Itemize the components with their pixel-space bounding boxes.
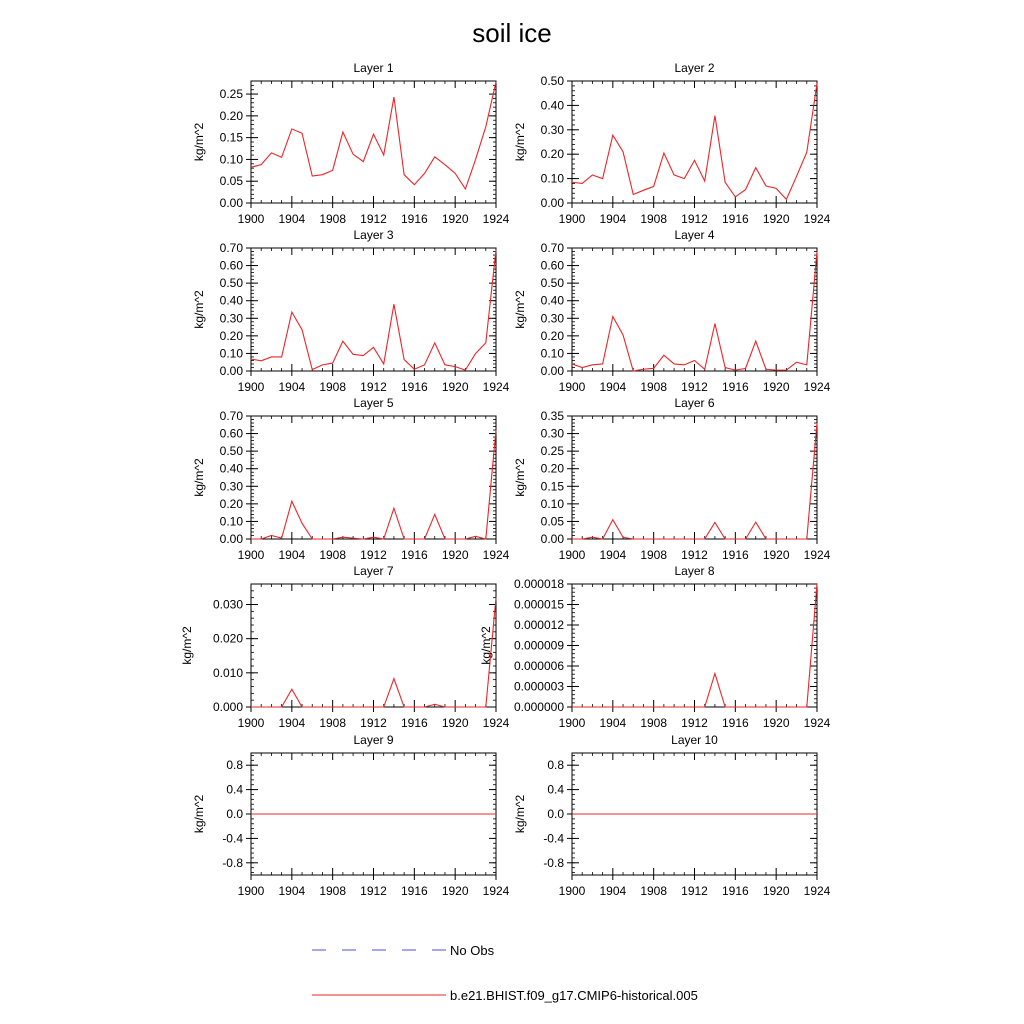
y-tick-label: 0.15 [219, 130, 243, 145]
x-tick-label: 1916 [721, 212, 749, 226]
y-tick-label: 0.10 [540, 171, 564, 186]
x-tick-label: 1900 [237, 548, 265, 562]
y-tick-label: 0.8 [226, 758, 243, 773]
panel-title: Layer 10 [671, 733, 718, 747]
y-tick-label: 0.0 [547, 807, 564, 821]
y-tick-label: 0.000003 [513, 679, 564, 694]
x-tick-label: 1908 [640, 548, 668, 562]
y-tick-label: 0.60 [219, 258, 243, 273]
x-tick-label: 1904 [599, 212, 627, 226]
y-tick-label: 0.000006 [513, 659, 564, 673]
figure-title: soil ice [472, 18, 552, 48]
x-tick-label: 1924 [803, 716, 831, 730]
y-tick-label: -0.8 [222, 855, 243, 870]
panel-title: Layer 5 [353, 396, 394, 410]
x-tick-label: 1912 [681, 548, 708, 562]
x-tick-label: 1924 [482, 212, 510, 226]
y-tick-label: 0.20 [540, 328, 564, 343]
x-tick-label: 1900 [558, 212, 586, 226]
x-tick-label: 1920 [762, 548, 790, 562]
x-tick-label: 1912 [360, 884, 387, 898]
legend-obs-label: No Obs [450, 943, 495, 958]
y-tick-label: 0.20 [219, 328, 243, 343]
x-tick-label: 1900 [558, 548, 586, 562]
x-tick-label: 1912 [681, 380, 708, 394]
y-tick-label: 0.60 [219, 426, 243, 441]
y-tick-label: 0.000018 [513, 577, 564, 591]
y-tick-label: 0.25 [219, 87, 243, 102]
y-tick-label: 0.000012 [513, 618, 564, 632]
y-tick-label: 0.8 [547, 758, 564, 773]
y-tick-label: 0.000015 [513, 597, 564, 612]
x-tick-label: 1924 [803, 380, 831, 394]
x-tick-label: 1916 [400, 548, 428, 562]
x-tick-label: 1908 [319, 716, 347, 730]
x-tick-label: 1908 [319, 212, 347, 226]
y-tick-label: 0.000009 [513, 638, 564, 653]
x-tick-label: 1900 [558, 380, 586, 394]
x-tick-label: 1908 [640, 380, 668, 394]
y-tick-label: 0.10 [219, 514, 243, 529]
y-axis-label: kg/m^2 [192, 458, 206, 497]
y-tick-label: 0.000 [212, 700, 243, 714]
x-tick-label: 1916 [721, 884, 749, 898]
x-tick-label: 1908 [319, 884, 347, 898]
y-tick-label: -0.4 [543, 831, 564, 846]
y-tick-label: 0.30 [540, 311, 564, 326]
x-tick-label: 1904 [278, 716, 306, 730]
y-tick-label: 0.000000 [513, 700, 564, 714]
x-tick-label: 1908 [640, 884, 668, 898]
y-tick-label: 0.30 [219, 311, 243, 326]
y-tick-label: -0.4 [222, 831, 243, 846]
x-tick-label: 1912 [360, 380, 387, 394]
x-tick-label: 1908 [640, 716, 668, 730]
y-axis-label: kg/m^2 [513, 458, 527, 497]
x-tick-label: 1904 [278, 548, 306, 562]
x-tick-label: 1920 [441, 548, 469, 562]
x-tick-label: 1920 [762, 884, 790, 898]
y-tick-label: 0.70 [219, 409, 243, 423]
y-axis-label: kg/m^2 [192, 290, 206, 329]
y-tick-label: 0.00 [540, 532, 564, 546]
x-tick-label: 1916 [400, 380, 428, 394]
y-tick-label: 0.50 [540, 276, 564, 291]
panel-title: Layer 1 [353, 61, 394, 75]
panel-title: Layer 3 [353, 228, 394, 242]
y-tick-label: 0.00 [540, 364, 564, 378]
y-tick-label: 0.20 [540, 461, 564, 476]
y-tick-label: 0.00 [540, 196, 564, 210]
x-tick-label: 1916 [400, 716, 428, 730]
y-tick-label: 0.10 [540, 346, 564, 361]
panel-title: Layer 2 [674, 61, 715, 75]
y-tick-label: 0.40 [540, 98, 564, 113]
x-tick-label: 1920 [441, 380, 469, 394]
y-tick-label: 0.35 [540, 409, 564, 423]
y-axis-label: kg/m^2 [180, 626, 194, 665]
x-tick-label: 1900 [237, 212, 265, 226]
y-tick-label: 0.70 [540, 241, 564, 255]
y-tick-label: 0.50 [540, 74, 564, 88]
x-tick-label: 1912 [360, 716, 387, 730]
y-tick-label: 0.00 [219, 532, 243, 546]
y-tick-label: 0.20 [540, 147, 564, 162]
y-tick-label: 0.70 [219, 241, 243, 255]
x-tick-label: 1916 [400, 884, 428, 898]
x-tick-label: 1900 [237, 884, 265, 898]
x-tick-label: 1916 [400, 212, 428, 226]
x-tick-label: 1920 [762, 212, 790, 226]
y-tick-label: 0.10 [540, 496, 564, 511]
y-tick-label: 0.50 [219, 444, 243, 459]
panel-title: Layer 4 [674, 228, 715, 242]
x-tick-label: 1916 [721, 716, 749, 730]
y-tick-label: 0.50 [219, 276, 243, 291]
panel-title: Layer 6 [674, 396, 715, 410]
y-tick-label: 0.0 [226, 807, 243, 821]
x-tick-label: 1912 [681, 212, 708, 226]
y-tick-label: 0.25 [540, 444, 564, 459]
x-tick-label: 1916 [721, 548, 749, 562]
x-tick-label: 1920 [762, 716, 790, 730]
panel-title: Layer 8 [674, 564, 715, 578]
x-tick-label: 1920 [441, 212, 469, 226]
y-axis-label: kg/m^2 [513, 794, 527, 834]
x-tick-label: 1908 [319, 548, 347, 562]
x-tick-label: 1924 [482, 548, 510, 562]
x-tick-label: 1904 [599, 380, 627, 394]
x-tick-label: 1908 [640, 212, 668, 226]
y-tick-label: 0.4 [226, 782, 243, 797]
panel-title: Layer 7 [353, 564, 394, 578]
x-tick-label: 1916 [721, 380, 749, 394]
y-tick-label: 0.4 [547, 782, 564, 797]
y-tick-label: 0.00 [219, 364, 243, 378]
y-tick-label: 0.30 [540, 122, 564, 137]
x-tick-label: 1912 [360, 548, 387, 562]
x-tick-label: 1904 [599, 884, 627, 898]
y-tick-label: 0.10 [219, 152, 243, 167]
y-tick-label: 0.40 [219, 293, 243, 308]
y-tick-label: 0.30 [219, 479, 243, 494]
x-tick-label: 1924 [803, 884, 831, 898]
x-tick-label: 1904 [599, 548, 627, 562]
y-tick-label: 0.15 [540, 479, 564, 494]
y-axis-label: kg/m^2 [513, 122, 527, 162]
y-tick-label: 0.20 [219, 108, 243, 123]
y-tick-label: 0.05 [219, 174, 243, 189]
x-tick-label: 1912 [681, 884, 708, 898]
x-tick-label: 1924 [482, 884, 510, 898]
x-tick-label: 1904 [278, 884, 306, 898]
y-tick-label: 0.30 [540, 426, 564, 441]
y-tick-label: 0.020 [212, 631, 243, 646]
y-tick-label: 0.10 [219, 346, 243, 361]
y-tick-label: 0.030 [212, 597, 243, 612]
y-tick-label: 0.20 [219, 496, 243, 511]
y-tick-label: 0.40 [219, 461, 243, 476]
x-tick-label: 1920 [441, 884, 469, 898]
y-tick-label: 0.05 [540, 514, 564, 529]
x-tick-label: 1904 [278, 380, 306, 394]
x-tick-label: 1900 [558, 716, 586, 730]
panel-title: Layer 9 [353, 733, 394, 747]
y-tick-label: 0.00 [219, 196, 243, 210]
x-tick-label: 1900 [558, 884, 586, 898]
y-tick-label: 0.60 [540, 258, 564, 273]
y-axis-label: kg/m^2 [192, 122, 206, 162]
y-tick-label: 0.010 [212, 665, 243, 680]
x-tick-label: 1904 [278, 212, 306, 226]
y-axis-label: kg/m^2 [513, 290, 527, 329]
y-tick-label: -0.8 [543, 855, 564, 870]
x-tick-label: 1924 [803, 212, 831, 226]
x-tick-label: 1900 [237, 380, 265, 394]
x-tick-label: 1908 [319, 380, 347, 394]
y-tick-label: 0.40 [540, 293, 564, 308]
x-tick-label: 1924 [803, 548, 831, 562]
x-tick-label: 1924 [482, 716, 510, 730]
x-tick-label: 1920 [762, 380, 790, 394]
x-tick-label: 1912 [360, 212, 387, 226]
y-axis-label: kg/m^2 [192, 794, 206, 834]
x-tick-label: 1912 [681, 716, 708, 730]
legend-model-label: b.e21.BHIST.f09_g17.CMIP6-historical.005 [450, 988, 698, 1003]
x-tick-label: 1904 [599, 716, 627, 730]
x-tick-label: 1924 [482, 380, 510, 394]
y-axis-label: kg/m^2 [479, 626, 493, 665]
x-tick-label: 1900 [237, 716, 265, 730]
x-tick-label: 1920 [441, 716, 469, 730]
